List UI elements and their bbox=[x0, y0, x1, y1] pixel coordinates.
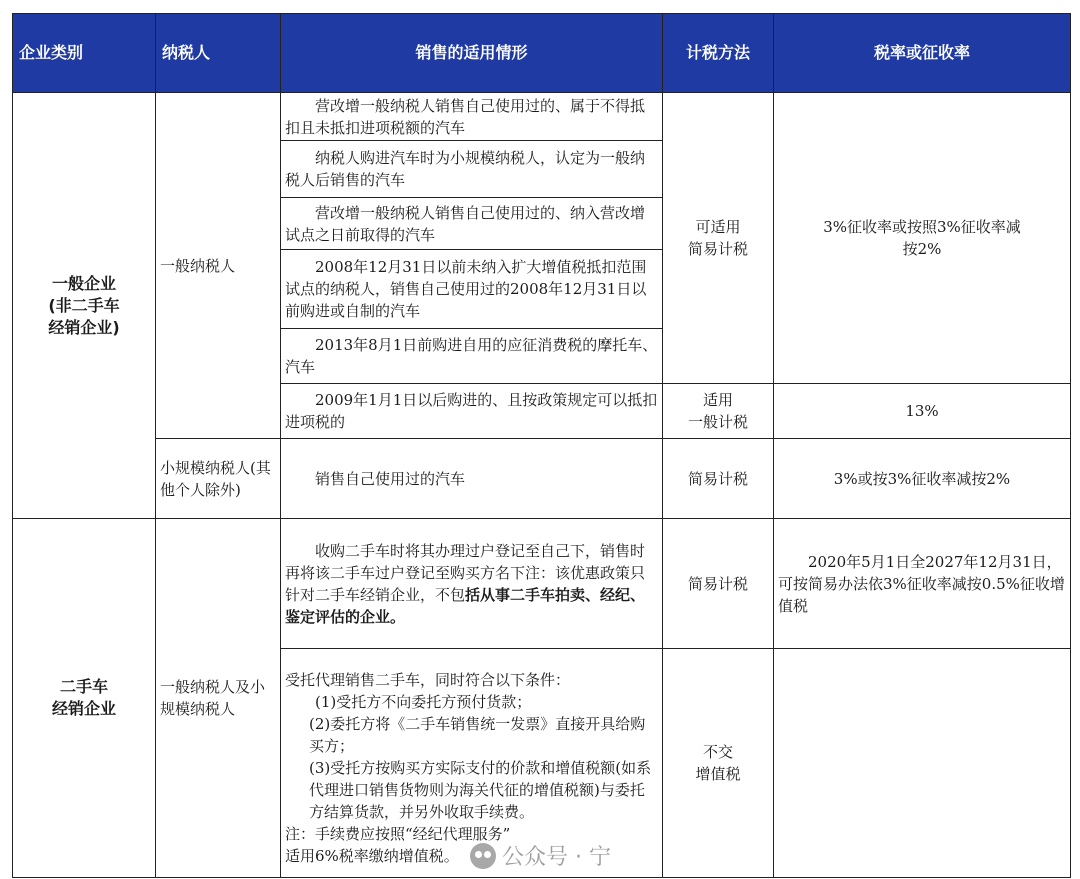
rate-line: 按2% bbox=[902, 240, 942, 258]
method-line: 一般计税 bbox=[687, 413, 748, 431]
method-dealer-simple: 简易计税 bbox=[663, 519, 774, 649]
method-line: 不交 bbox=[702, 743, 733, 761]
method-line: 可适用 bbox=[695, 218, 741, 236]
watermark bbox=[470, 840, 611, 871]
method-dealer-exempt bbox=[663, 649, 774, 878]
taxpayer-dealer: 一般纳税人及小规模纳税人 bbox=[156, 519, 281, 878]
header-scenario: 销售的适用情形 bbox=[281, 14, 663, 93]
tax-table bbox=[12, 13, 1071, 878]
scenario-cell: 2013年8月1日前购进自用的应征消费税的摩托车、汽车 bbox=[281, 329, 663, 384]
note-line: 适用6%税率缴纳增值税。 bbox=[285, 847, 459, 865]
category-line: 经销企业) bbox=[48, 317, 120, 337]
condition-line: (3)受托方按购买方实际支付的价款和增值税额(如系代理进口销售货物则为海关代征的增值税额)与委托方结算货款，并另外收取手续费。 bbox=[309, 759, 652, 821]
category-line: (非二手车 bbox=[48, 295, 120, 315]
rate-general: 13% bbox=[774, 384, 1071, 439]
rate-small: 3%或按3%征收率减按2% bbox=[774, 439, 1071, 519]
scenario-cell: 2009年1月1日以后购进的、且按政策规定可以抵扣进项税的 bbox=[281, 384, 663, 439]
method-line: 增值税 bbox=[695, 765, 741, 783]
scenario-cell: 营改增一般纳税人销售自己使用过的、属于不得抵扣且未抵扣进项税额的汽车 bbox=[281, 93, 663, 141]
method-line: 简易计税 bbox=[687, 240, 748, 258]
method-small: 简易计税 bbox=[663, 439, 774, 519]
rate-line: 3%征收率或按照3%征收率减 bbox=[823, 218, 1021, 236]
method-general bbox=[663, 384, 774, 439]
rate-dealer: 2020年5月1日全2027年12月31日，可按简易办法依3%征收率减按0.5%征收增值税 bbox=[774, 519, 1071, 649]
scenario-cell bbox=[281, 519, 663, 649]
scenario-line: 受托代理销售二手车，同时符合以下条件： bbox=[285, 671, 571, 689]
header-enterprise-type: 企业类别 bbox=[13, 14, 156, 93]
condition-line: (1)受托方不向委托方预付货款； bbox=[315, 693, 532, 711]
category-line: 经销企业 bbox=[51, 699, 116, 718]
table-row bbox=[13, 93, 1071, 141]
scenario-text: 收购二手车时将其办理过户登记至自己下，销售时再将该二手车过户登记至购买方名下注：该优惠政策只针对二手车经销企业，不包 bbox=[285, 541, 646, 604]
note-line: 注：手续费应按照“经纪代理服务” bbox=[285, 825, 511, 843]
rate-simple bbox=[774, 93, 1071, 384]
scenario-cell: 营改增一般纳税人销售自己使用过的、纳入营改增试点之日前取得的汽车 bbox=[281, 198, 663, 250]
table-row bbox=[13, 519, 1071, 649]
header-rate: 税率或征收率 bbox=[774, 14, 1071, 93]
method-line: 适用 bbox=[702, 391, 733, 409]
table-row bbox=[13, 439, 1071, 519]
category-dealer bbox=[13, 519, 156, 878]
header-row bbox=[13, 14, 1071, 93]
watermark-text: 公众号 · 宁 bbox=[502, 845, 611, 870]
header-method: 计税方法 bbox=[663, 14, 774, 93]
method-simple bbox=[663, 93, 774, 384]
scenario-cell: 纳税人购进汽车时为小规模纳税人，认定为一般纳税人后销售的汽车 bbox=[281, 141, 663, 198]
condition-line: (2)委托方将《二手车销售统一发票》直接开具给购买方； bbox=[309, 715, 646, 755]
scenario-cell: 2008年12月31日以前未纳入扩大增值税抵扣范围试点的纳税人，销售自己使用过的2008年12月31日以前购进或自制的汽车 bbox=[281, 250, 663, 329]
category-line: 二手车 bbox=[59, 677, 108, 696]
rate-dealer-exempt bbox=[774, 649, 1071, 878]
taxpayer-small: 小规模纳税人(其他个人除外) bbox=[156, 439, 281, 519]
taxpayer-general: 一般纳税人 bbox=[156, 93, 281, 439]
scenario-cell: 销售自己使用过的汽车 bbox=[281, 439, 663, 519]
category-general bbox=[13, 93, 156, 519]
header-taxpayer: 纳税人 bbox=[156, 14, 281, 93]
wechat-icon bbox=[470, 843, 496, 869]
scenario-bold-text: 括从事二手车拍卖、经纪、鉴定评估的企业。 bbox=[285, 585, 646, 626]
category-line: 一般企业 bbox=[51, 273, 116, 293]
